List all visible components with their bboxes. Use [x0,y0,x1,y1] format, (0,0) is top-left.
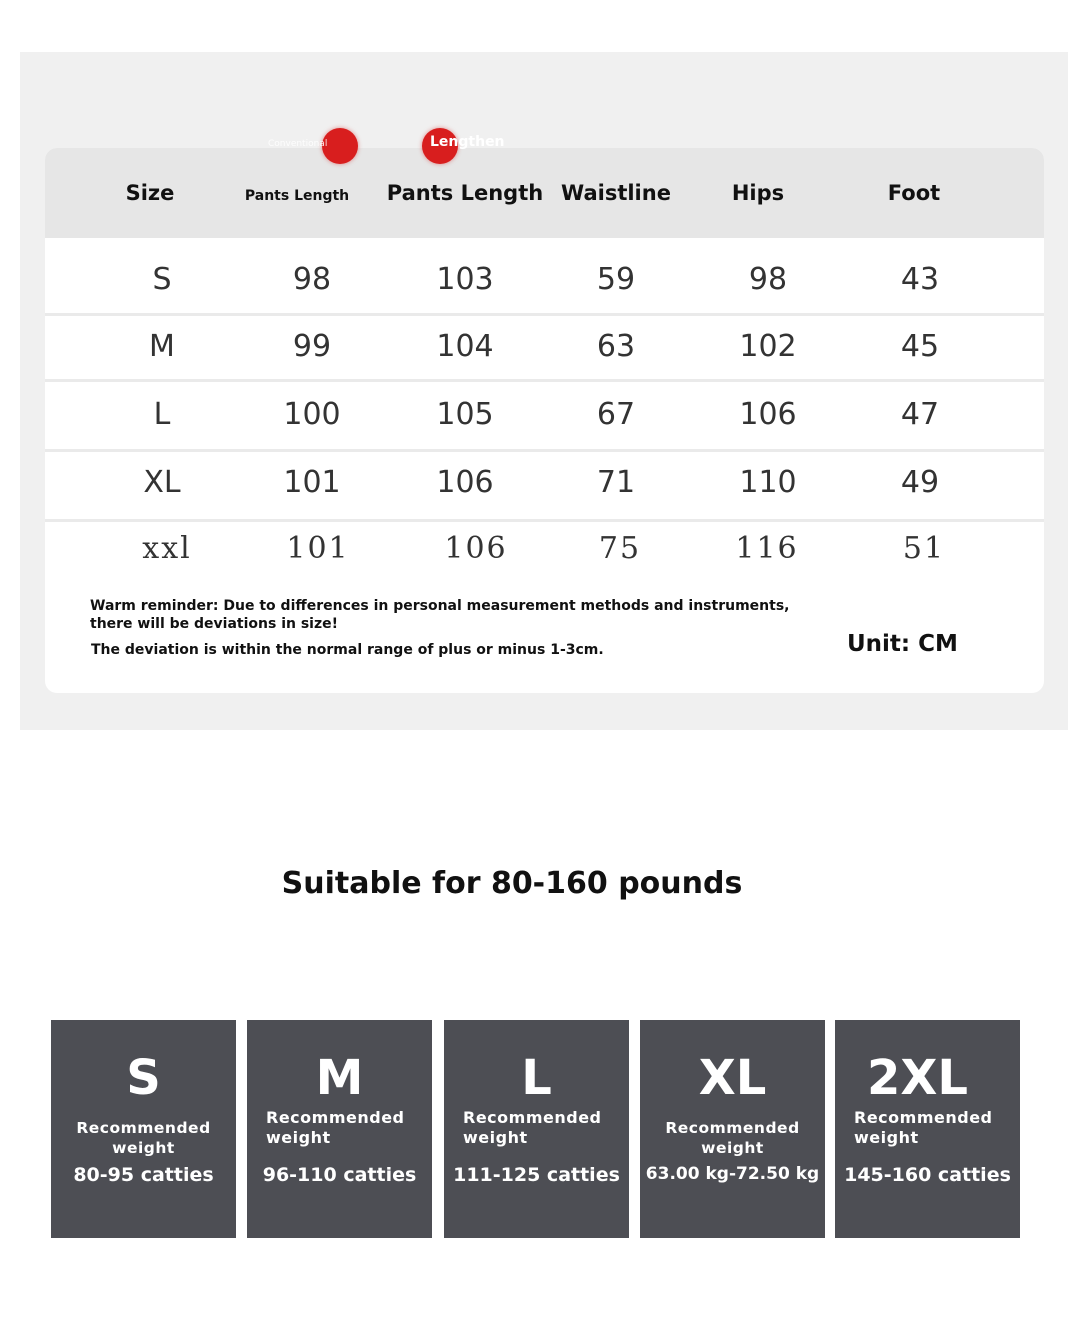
cell-foot: 49 [900,465,940,500]
cell-pants-length-long: 106 [444,531,508,566]
cell-waistline: 75 [598,531,642,566]
cell-hips: 102 [739,329,797,364]
cell-foot: 45 [900,329,940,364]
weight-card-size: M [315,1050,364,1106]
badge-lengthen: Lengthen [430,134,505,150]
cell-hips: 98 [748,262,788,297]
weight-card-label: Recommended weight [76,1119,211,1157]
cell-pants-length: 101 [283,465,341,500]
cell-hips: 106 [739,397,797,432]
header-waistline: Waistline [561,181,671,205]
cell-foot: 43 [900,262,940,297]
row-divider [45,379,1044,382]
weight-card-size: XL [698,1050,767,1106]
cell-pants-length: 98 [292,262,332,297]
cell-pants-length-long: 105 [436,397,494,432]
cell-pants-length-long: 103 [436,262,494,297]
cell-size: xxl [142,531,192,566]
cell-foot: 51 [902,531,946,566]
weight-card-s [51,1020,236,1238]
header-pants-length-conventional: Pants Length [244,188,350,204]
cell-waistline: 71 [596,465,636,500]
badge-conventional: Conventional [268,139,328,149]
warm-reminder-note: Warm reminder: Due to differences in personal measurement methods and instruments, there will be deviations in size! [90,598,790,632]
row-divider [45,449,1044,452]
unit-label: Unit: CM [847,631,958,657]
row-divider [45,313,1044,316]
cell-pants-length-long: 104 [436,329,494,364]
cell-pants-length: 99 [292,329,332,364]
weight-card-value: 63.00 kg-72.50 kg [645,1164,820,1184]
cell-pants-length: 100 [283,397,341,432]
weight-card-label: Recommended weight [665,1119,800,1157]
deviation-note: The deviation is within the normal range of plus or minus 1-3cm. [91,642,604,658]
cell-size: L [153,397,171,432]
weight-card-label: Recommended weight [266,1108,405,1147]
cell-waistline: 59 [596,262,636,297]
cell-waistline: 63 [596,329,636,364]
red-dot-icon [322,128,358,164]
row-divider [45,519,1044,522]
cell-foot: 47 [900,397,940,432]
header-pants-length-lengthen: Pants Length [386,181,544,205]
weight-card-value: 111-125 catties [453,1164,620,1186]
cell-waistline: 67 [596,397,636,432]
cell-size: M [149,329,175,364]
weight-card-label: Recommended weight [463,1108,602,1147]
cell-pants-length-long: 106 [436,465,494,500]
weight-card-label: Recommended weight [854,1108,993,1147]
cell-hips: 116 [735,531,799,566]
weight-card-m [247,1020,432,1238]
weight-card-size: L [521,1050,552,1106]
cell-hips: 110 [739,465,797,500]
weight-card-l [444,1020,629,1238]
header-size: Size [125,181,175,205]
cell-size: XL [143,465,181,500]
weight-card-value: 145-160 catties [844,1164,1011,1186]
header-hips: Hips [731,181,785,205]
weight-card-size: 2XL [867,1050,968,1106]
weight-card-value: 80-95 catties [73,1164,214,1186]
weight-card-xl [640,1020,825,1238]
weight-card-2xl [835,1020,1020,1238]
cell-size: S [152,262,172,297]
cell-pants-length: 101 [286,531,350,566]
header-foot: Foot [887,181,941,205]
suitable-heading: Suitable for 80-160 pounds [281,866,743,901]
weight-card-value: 96-110 catties [262,1164,417,1186]
weight-card-size: S [126,1050,161,1106]
table-header [45,148,1044,238]
